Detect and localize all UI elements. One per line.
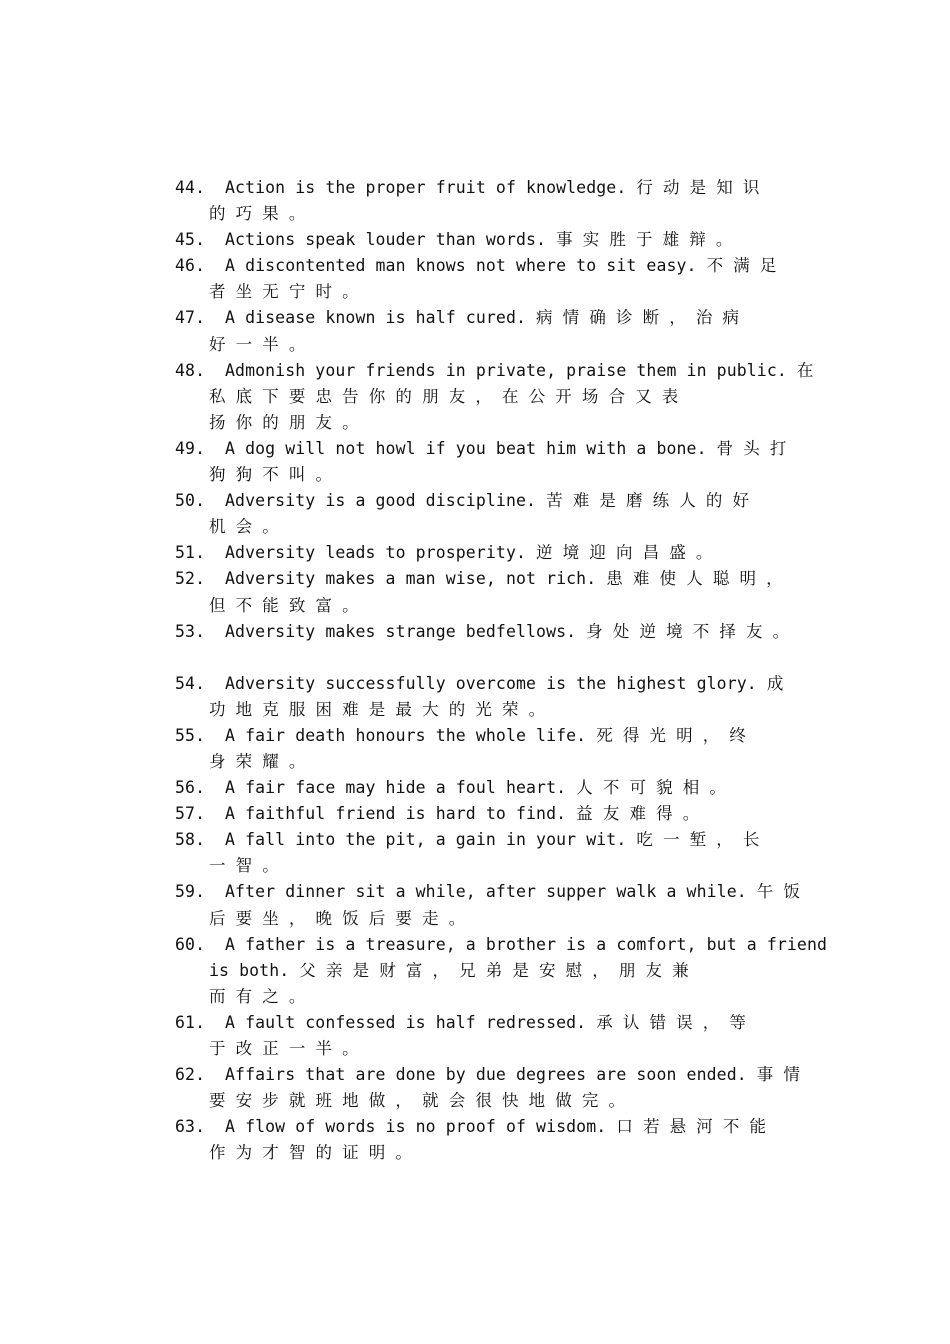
proverb-item (175, 488, 815, 540)
proverb-number: 52. (175, 569, 206, 589)
proverb-text: Adversity successfully overcome is the highest glory. 成 (225, 673, 784, 693)
proverb-number: 61. (175, 1012, 206, 1032)
proverb-item (175, 566, 815, 618)
proverb-text: A discontented man knows not where to sit easy. 不 满 足 (225, 256, 777, 276)
proverb-number: 48. (175, 360, 206, 380)
proverb-item (175, 1114, 815, 1166)
proverb-number: 44. (175, 178, 206, 197)
proverb-text: 作 为 才 智 的 证 明 。 (209, 1143, 413, 1163)
proverb-item (175, 723, 815, 775)
proverb-text: Adversity makes a man wise, not rich. 患 难 使 人 聪 明 ， (225, 569, 783, 589)
proverb-item (175, 801, 815, 827)
proverb-item (175, 175, 815, 227)
proverb-text: A faithful friend is hard to find. 益 友 难 得 。 (225, 804, 700, 824)
proverb-item (175, 619, 815, 645)
proverb-number: 56. (175, 778, 206, 798)
proverb-text: Affairs that are done by due degrees are soon ended. 事 情 (225, 1065, 801, 1085)
proverb-text: 后 要 坐 ， 晚 饭 后 要 走 。 (209, 908, 466, 928)
proverb-text: A fault confessed is half redressed. 承 认 错 误 ， 等 (225, 1012, 747, 1032)
proverb-number: 63. (175, 1117, 206, 1137)
proverb-text: After dinner sit a while, after supper walk a while. 午 饭 (225, 882, 801, 902)
proverb-text: A fair face may hide a foul heart. 人 不 可 貌 相 。 (225, 778, 726, 798)
proverb-text: A father is a treasure, a brother is a comfort, but a friend (225, 934, 828, 954)
proverb-number: 58. (175, 830, 206, 850)
proverb-item (175, 253, 815, 305)
proverb-item (175, 358, 815, 436)
proverb-item (175, 305, 815, 357)
proverb-number: 55. (175, 725, 206, 745)
proverb-number: 50. (175, 491, 206, 511)
proverb-text: 要 安 步 就 班 地 做 ， 就 会 很 快 地 做 完 。 (209, 1091, 626, 1111)
proverb-text: 机 会 。 (209, 517, 279, 537)
proverb-text: 一 智 。 (209, 856, 279, 876)
proverb-number: 62. (175, 1065, 206, 1085)
proverb-text: is both. 父 亲 是 财 富 ， 兄 弟 是 安 慰 ， 朋 友 兼 (209, 960, 689, 980)
proverb-number: 51. (175, 543, 206, 563)
proverb-number: 45. (175, 230, 206, 250)
proverb-item (175, 827, 815, 879)
proverb-number: 60. (175, 934, 206, 954)
proverb-item (175, 775, 815, 801)
proverb-text: A fall into the pit, a gain in your wit. 吃 一 堑 ， 长 (225, 830, 760, 850)
proverb-text: 的 巧 果 。 (209, 204, 306, 224)
proverb-text: A fair death honours the whole life. 死 得 光 明 ， 终 (225, 725, 747, 745)
proverb-list (175, 175, 828, 1166)
proverb-text: 但 不 能 致 富 。 (209, 595, 359, 615)
proverb-item (175, 227, 815, 253)
proverb-text: A disease known is half cured. 病 情 确 诊 断 ， 治 病 (225, 308, 740, 328)
proverb-text: 好 一 半 。 (209, 334, 306, 354)
proverb-number: 47. (175, 308, 206, 328)
proverb-text: 私 底 下 要 忠 告 你 的 朋 友 ， 在 公 开 场 合 又 表 (209, 386, 679, 406)
proverb-text: 功 地 克 服 困 难 是 最 大 的 光 荣 。 (209, 699, 546, 719)
proverb-item (175, 436, 815, 488)
proverb-text: Action is the proper fruit of knowledge. 行 动 是 知 识 (225, 178, 760, 197)
proverb-text: A dog will not howl if you beat him with a bone. 骨 头 打 (225, 438, 787, 458)
proverb-item (175, 1062, 815, 1114)
proverb-text: Adversity leads to prosperity. 逆 境 迎 向 昌 盛 。 (225, 543, 713, 563)
proverb-number: 57. (175, 804, 206, 824)
proverb-number: 46. (175, 256, 206, 276)
proverb-text: 于 改 正 一 半 。 (209, 1039, 359, 1058)
proverb-text: 身 荣 耀 。 (209, 751, 306, 771)
proverb-text: 扬 你 的 朋 友 。 (209, 412, 359, 432)
proverb-text: Admonish your friends in private, praise them in public. 在 (225, 360, 814, 380)
proverb-item (175, 932, 828, 1010)
proverb-number: 53. (175, 621, 206, 641)
proverb-number: 49. (175, 438, 206, 458)
proverb-text: 而 有 之 。 (209, 986, 306, 1006)
proverb-text: 狗 狗 不 叫 。 (209, 465, 333, 485)
proverb-text: Adversity makes strange bedfellows. 身 处 逆 境 不 择 友 。 (225, 621, 790, 641)
proverb-text: 者 坐 无 宁 时 。 (209, 282, 359, 302)
proverb-item (175, 1010, 815, 1062)
proverb-text: A flow of words is no proof of wisdom. 口 若 悬 河 不 能 (225, 1117, 767, 1137)
proverb-text: Actions speak louder than words. 事 实 胜 于 雄 辩 。 (225, 230, 733, 250)
proverb-item (175, 671, 815, 723)
proverb-number: 59. (175, 882, 206, 902)
proverb-text: Adversity is a good discipline. 苦 难 是 磨 练 人 的 好 (225, 491, 750, 511)
proverb-item (175, 879, 815, 931)
proverb-number: 54. (175, 673, 206, 693)
proverb-item (175, 540, 815, 566)
